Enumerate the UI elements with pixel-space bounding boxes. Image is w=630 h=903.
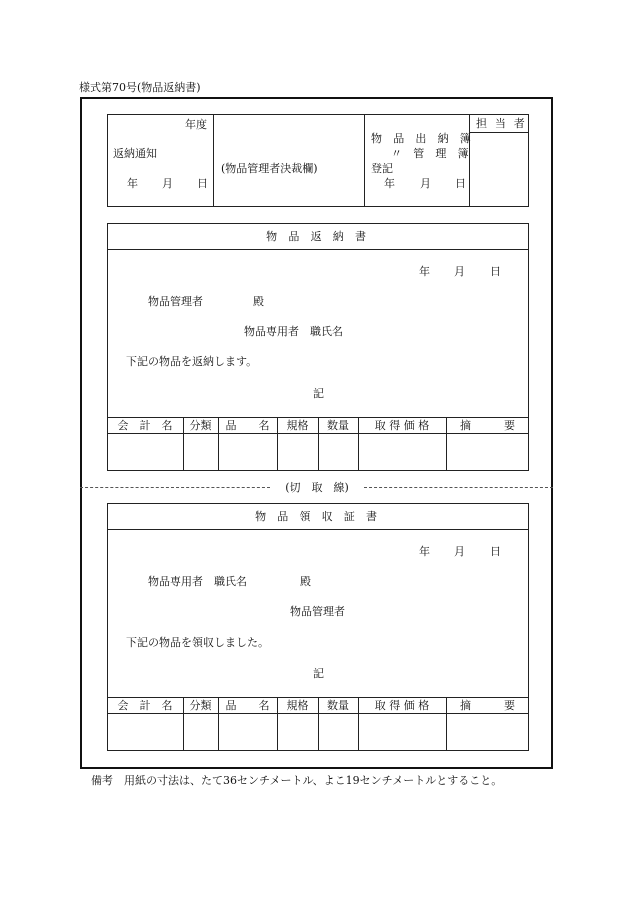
return-col-kikaku: 規格 [286,419,309,432]
return-date-month: 月 [454,265,465,278]
tanto-label: 担 当 者 [476,117,527,130]
receipt-date-year: 年 [419,545,430,558]
form-title: 様式第70号(物品返納書) [79,81,201,94]
receipt-form-title: 物 品 領 収 証 書 [255,509,381,523]
return-col-bunrui: 分類 [189,419,212,432]
footnote: 備考 用紙の寸法は、たて36センチメートル、よこ19センチメートルとすること。 [91,774,503,787]
return-date-day: 日 [490,265,501,278]
receipt-dono: 殿 [300,575,311,588]
receipt-col-bunrui: 分類 [189,699,212,712]
return-col-tekiyo: 摘 要 [460,419,515,432]
receipt-col-kaikei: 会 計 名 [117,699,173,712]
receipt-col-tekiyo: 摘 要 [460,699,515,712]
header-date-year: 年 [127,177,138,190]
return-col-kakaku: 取 得 価 格 [374,419,430,432]
receipt-ki: 記 [313,667,324,680]
header-date-day: 日 [197,177,208,190]
return-body-text: 下記の物品を返納します。 [126,355,258,368]
return-col-hinmei: 品 名 [225,419,270,432]
touki-date-year: 年 [384,177,395,190]
return-col-kaikei: 会 計 名 [117,419,173,432]
touki-label: 登記 [371,162,393,175]
receipt-col-kakaku: 取 得 価 格 [374,699,430,712]
nendo-label: 年度 [185,118,207,131]
kessai-label: (物品管理者決裁欄) [221,162,318,175]
return-ki: 記 [313,387,324,400]
receipt-addressee: 物品専用者 職氏名 [148,575,247,588]
ledger-line-2: 〃 管 理 簿 [391,147,473,160]
return-addressee: 物品管理者 [148,295,203,308]
receipt-body-text: 下記の物品を領収しました。 [126,636,269,649]
receipt-col-suryo: 数量 [327,699,349,712]
header-date-month: 月 [162,177,173,190]
return-col-suryo: 数量 [327,419,349,432]
receipt-date-month: 月 [454,545,465,558]
return-sender: 物品専用者 職氏名 [244,325,343,338]
receipt-col-hinmei: 品 名 [225,699,270,712]
return-date-year: 年 [419,265,430,278]
receipt-col-kikaku: 規格 [286,699,309,712]
touki-date-day: 日 [455,177,466,190]
cut-line-label: (切 取 線) [285,481,349,494]
return-form-title: 物 品 返 納 書 [266,229,370,243]
receipt-sender: 物品管理者 [290,605,345,618]
ledger-line-1: 物 品 出 納 簿 [371,132,475,145]
touki-date-month: 月 [420,177,431,190]
henno-tsuchi-label: 返納通知 [113,147,157,160]
return-dono: 殿 [253,295,264,308]
receipt-date-day: 日 [490,545,501,558]
